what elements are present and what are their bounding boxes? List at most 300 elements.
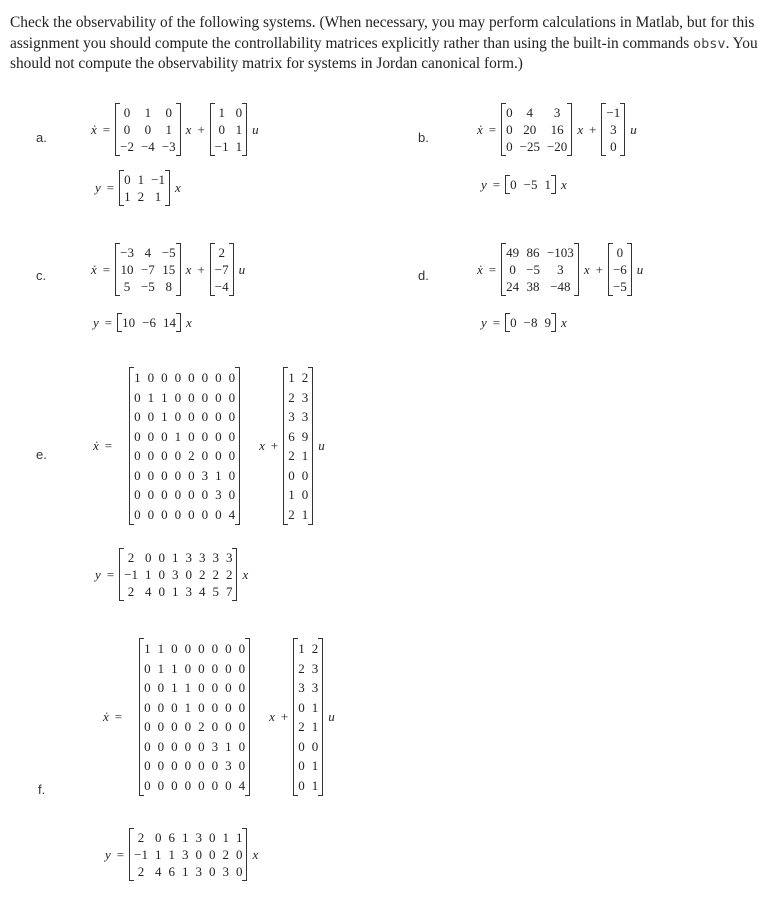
matrix-entry: 0 [144, 122, 152, 137]
matrix-entry: 0 [198, 758, 205, 773]
matrix-entry: 1 [171, 660, 178, 676]
matrix-entry: 2 [288, 389, 295, 405]
matrix-entry: 3 [211, 738, 219, 754]
problem-d-state-equation [474, 243, 646, 296]
matrix-entry: 6 [288, 428, 295, 444]
matrix-entry: 0 [147, 448, 155, 463]
matrix-entry: 1 [157, 660, 165, 676]
problem-f-state-equation [100, 638, 338, 796]
matrix-entry: 0 [215, 409, 222, 424]
matrix-entry: 0 [123, 122, 131, 137]
matrix-d-A [501, 243, 579, 296]
matrix-entry: 2 [137, 864, 145, 879]
matrix-entry: 3 [288, 409, 295, 424]
matrix-entry: 2 [198, 719, 205, 734]
problem-e-state-equation [90, 367, 328, 525]
matrix-entry: 14 [162, 315, 176, 330]
u-symbol: u [630, 121, 637, 137]
matrix-entry: 2 [288, 448, 295, 463]
matrix-entry: 0 [506, 122, 513, 137]
matrix-entry: 0 [201, 370, 209, 385]
matrix-entry: −7 [214, 262, 229, 277]
matrix-entry: −103 [546, 245, 574, 260]
matrix-entry: 1 [165, 122, 172, 137]
matrix-entry: 1 [171, 584, 179, 599]
matrix-entry: 3 [195, 830, 202, 845]
matrix-entry: 0 [123, 105, 131, 120]
matrix-entry: 0 [158, 584, 165, 599]
matrix-entry: 5 [123, 279, 131, 294]
matrix-entry: 2 [298, 719, 305, 734]
matrix-entry: 6 [168, 864, 175, 879]
y-symbol: y [95, 566, 101, 582]
x-symbol: x [185, 314, 192, 330]
matrix-entry: 0 [235, 105, 243, 120]
xdot-symbol: ẋ [91, 261, 97, 277]
matrix-entry: 0 [188, 506, 195, 522]
equals-sign: = [492, 176, 501, 192]
problem-b-state-equation [474, 103, 640, 156]
matrix-a-A [115, 103, 181, 156]
matrix-entry: 2 [288, 506, 295, 522]
matrix-entry: 0 [157, 758, 165, 773]
matrix-entry: 0 [311, 738, 319, 754]
matrix-entry: −7 [140, 262, 155, 277]
xdot-symbol: ẋ [91, 121, 97, 137]
equals-sign: = [114, 709, 123, 724]
matrix-entry: −5 [161, 245, 176, 260]
matrix-entry: 0 [171, 699, 178, 715]
matrix-c-A [115, 243, 181, 296]
y-symbol: y [95, 180, 101, 195]
matrix-entry: 3 [198, 550, 206, 565]
matrix-entry: −4 [214, 279, 229, 294]
xdot-symbol: ẋ [103, 709, 109, 724]
x-symbol: x [242, 566, 249, 582]
x-symbol: x [185, 261, 192, 277]
matrix-entry: 0 [184, 660, 192, 676]
matrix-entry: 0 [147, 487, 155, 502]
matrix-entry: 0 [147, 467, 155, 483]
matrix-entry: 0 [161, 448, 168, 463]
plus-sign: + [197, 261, 205, 277]
matrix-entry: 0 [215, 389, 222, 405]
matrix-entry: 0 [201, 506, 209, 522]
matrix-entry: 0 [228, 428, 236, 444]
x-symbol: x [259, 438, 265, 453]
equals-sign: = [106, 566, 115, 582]
matrix-entry: 3 [171, 567, 179, 582]
problem-f-label: f. [38, 782, 46, 797]
matrix-entry: 4 [198, 584, 206, 599]
matrix-entry: 0 [211, 758, 219, 773]
matrix-entry: 3 [298, 680, 305, 695]
matrix-entry: 1 [134, 370, 141, 385]
matrix-entry: 3 [222, 864, 229, 879]
problem-e-output-equation [92, 548, 251, 601]
matrix-entry: 8 [165, 279, 172, 294]
matrix-entry: 1 [298, 641, 305, 656]
matrix-entry: 0 [184, 738, 192, 754]
matrix-entry: 0 [144, 699, 151, 715]
matrix-entry: 0 [298, 758, 305, 773]
matrix-entry: 0 [208, 830, 216, 845]
matrix-entry: 0 [201, 428, 209, 444]
matrix-entry: 0 [124, 172, 131, 187]
matrix-entry: 4 [526, 105, 534, 120]
matrix-entry: 2 [212, 567, 219, 582]
matrix-entry: 2 [198, 567, 206, 582]
matrix-entry: 0 [184, 777, 192, 793]
matrix-entry: 4 [154, 864, 162, 879]
matrix-entry: 3 [212, 550, 219, 565]
matrix-entry: 1 [161, 389, 168, 405]
problem-a-state-equation [88, 103, 262, 156]
x-symbol: x [560, 314, 567, 330]
x-symbol: x [174, 180, 181, 195]
u-symbol: u [636, 261, 644, 277]
matrix-entry: 1 [301, 506, 309, 522]
matrix-entry: 1 [181, 864, 189, 879]
matrix-entry: 2 [301, 370, 309, 385]
matrix-entry: 1 [171, 550, 179, 565]
matrix-entry: −1 [134, 847, 148, 862]
matrix-entry: 0 [211, 680, 219, 695]
matrix-entry: 3 [181, 847, 189, 862]
matrix-entry: 1 [124, 189, 131, 204]
matrix-d-B [608, 243, 632, 296]
matrix-entry: 20 [523, 122, 537, 137]
matrix-entry: 3 [301, 389, 309, 405]
x-symbol: x [185, 121, 192, 137]
matrix-entry: −20 [546, 139, 568, 154]
matrix-entry: 1 [311, 699, 319, 715]
matrix-d-C [505, 313, 556, 332]
matrix-a-C [119, 170, 170, 206]
matrix-entry: 4 [228, 506, 236, 522]
matrix-entry: 0 [201, 448, 209, 463]
matrix-entry: 0 [238, 680, 246, 695]
matrix-entry: 0 [144, 738, 151, 754]
matrix-entry: 0 [238, 719, 246, 734]
matrix-entry: 0 [198, 680, 205, 695]
problem-a-label: a. [36, 130, 47, 145]
matrix-entry: 1 [137, 172, 145, 187]
equals-sign: = [106, 180, 115, 195]
matrix-entry: 1 [544, 177, 551, 192]
matrix-entry: 0 [147, 506, 155, 522]
matrix-entry: 0 [171, 758, 178, 773]
matrix-entry: 2 [127, 550, 135, 565]
matrix-entry: 0 [225, 641, 232, 656]
matrix-entry: −5 [526, 262, 540, 277]
matrix-entry: 0 [228, 370, 236, 385]
problem-b-output-equation [478, 175, 570, 194]
matrix-f-B [293, 638, 323, 796]
matrix-entry: 0 [225, 680, 232, 695]
instructions-text-1: Check the observability of the following systems. (When necessary, you may perform calculations in Matlab, but for this assignment you should compute the controllability matrices explicitly rather than using the built-in commands [10, 14, 755, 52]
matrix-entry: 0 [157, 719, 165, 734]
matrix-e-B [283, 367, 313, 525]
matrix-entry: 1 [311, 777, 319, 793]
matrix-entry: 0 [174, 370, 182, 385]
matrix-entry: 0 [134, 467, 141, 483]
matrix-entry: 2 [137, 830, 145, 845]
matrix-entry: 0 [188, 409, 195, 424]
matrix-entry: 4 [144, 245, 152, 260]
matrix-entry: 0 [144, 680, 151, 695]
matrix-entry: 0 [134, 428, 141, 444]
matrix-entry: 0 [211, 699, 219, 715]
matrix-entry: 3 [215, 487, 222, 502]
u-symbol: u [328, 709, 335, 724]
matrix-entry: 0 [157, 699, 165, 715]
u-symbol: u [318, 438, 325, 453]
matrix-entry: 0 [211, 719, 219, 734]
matrix-c-B [210, 243, 234, 296]
xdot-symbol: ẋ [477, 261, 483, 277]
matrix-entry: −4 [140, 139, 155, 154]
matrix-entry: 0 [161, 370, 168, 385]
matrix-entry: 2 [311, 641, 319, 656]
matrix-entry: 0 [171, 777, 178, 793]
matrix-entry: 0 [228, 409, 236, 424]
matrix-entry: 0 [506, 105, 513, 120]
matrix-entry: 0 [165, 105, 172, 120]
matrix-entry: 1 [147, 389, 155, 405]
matrix-entry: 0 [201, 389, 209, 405]
matrix-entry: 2 [137, 189, 145, 204]
matrix-entry: 0 [506, 139, 513, 154]
matrix-entry: 0 [510, 177, 517, 192]
matrix-entry: 0 [235, 847, 243, 862]
matrix-entry: 1 [144, 567, 152, 582]
equals-sign: = [488, 261, 497, 277]
matrix-entry: 3 [301, 409, 309, 424]
problem-d-output-equation [478, 313, 570, 332]
x-symbol: x [583, 261, 590, 277]
matrix-entry: 0 [215, 428, 222, 444]
matrix-entry: 0 [211, 641, 219, 656]
matrix-entry: 0 [228, 389, 236, 405]
matrix-entry: 1 [222, 830, 229, 845]
matrix-entry: 0 [154, 830, 162, 845]
matrix-entry: 2 [225, 567, 233, 582]
matrix-entry: 0 [225, 699, 232, 715]
matrix-entry: 0 [171, 738, 178, 754]
matrix-entry: 0 [616, 245, 624, 260]
matrix-entry: 0 [225, 719, 232, 734]
matrix-entry: 0 [184, 758, 192, 773]
matrix-entry: 2 [188, 448, 195, 463]
matrix-entry: 0 [174, 448, 182, 463]
matrix-entry: 0 [195, 847, 202, 862]
matrix-entry: 0 [144, 550, 152, 565]
matrix-entry: 1 [301, 448, 309, 463]
matrix-entry: 0 [161, 467, 168, 483]
problem-c-state-equation [88, 243, 248, 296]
matrix-entry: 0 [211, 777, 219, 793]
problem-a-output-equation [92, 170, 184, 206]
matrix-entry: 0 [158, 550, 165, 565]
matrix-entry: 1 [161, 409, 168, 424]
matrix-entry: 4 [144, 584, 152, 599]
matrix-entry: 0 [238, 660, 246, 676]
matrix-entry: 9 [544, 315, 551, 330]
matrix-entry: 1 [288, 487, 295, 502]
matrix-entry: 1 [144, 641, 151, 656]
matrix-entry: 0 [610, 139, 617, 154]
matrix-entry: −25 [519, 139, 540, 154]
matrix-entry: 1 [184, 680, 192, 695]
matrix-entry: 0 [298, 699, 305, 715]
matrix-entry: 0 [198, 699, 205, 715]
matrix-entry: 0 [171, 641, 178, 656]
matrix-entry: 0 [134, 487, 141, 502]
matrix-entry: 5 [212, 584, 219, 599]
matrix-entry: 2 [222, 847, 229, 862]
matrix-entry: 0 [225, 660, 232, 676]
matrix-entry: 0 [301, 467, 309, 483]
matrix-entry: 1 [174, 428, 182, 444]
matrix-entry: 0 [157, 738, 165, 754]
matrix-entry: 49 [506, 245, 520, 260]
matrix-entry: 0 [510, 315, 517, 330]
u-symbol: u [238, 261, 246, 277]
matrix-entry: 1 [154, 847, 162, 862]
matrix-entry: 0 [215, 370, 222, 385]
matrix-entry: 0 [161, 487, 168, 502]
matrix-entry: 1 [235, 122, 243, 137]
matrix-entry: 1 [154, 189, 162, 204]
equals-sign: = [488, 121, 497, 137]
matrix-entry: 1 [218, 105, 225, 120]
problem-b-label: b. [418, 130, 429, 145]
x-symbol: x [269, 709, 275, 724]
matrix-entry: 0 [201, 487, 209, 502]
matrix-entry: 3 [185, 550, 192, 565]
matrix-entry: −2 [120, 139, 134, 154]
matrix-entry: 0 [157, 680, 165, 695]
xdot-symbol: ẋ [477, 121, 483, 137]
x-symbol: x [560, 176, 567, 192]
matrix-b-B [601, 103, 625, 156]
matrix-entry: 0 [225, 777, 232, 793]
matrix-entry: 2 [298, 660, 305, 676]
equals-sign: = [104, 314, 113, 330]
matrix-entry: 0 [288, 467, 295, 483]
matrix-entry: 1 [184, 699, 192, 715]
matrix-entry: −3 [161, 139, 176, 154]
x-symbol: x [577, 121, 584, 137]
matrix-entry: 16 [550, 122, 564, 137]
matrix-entry: 0 [238, 758, 246, 773]
y-symbol: y [481, 176, 487, 192]
matrix-entry: 0 [147, 409, 155, 424]
plus-sign: + [197, 121, 205, 137]
matrix-entry: 0 [134, 409, 141, 424]
matrix-entry: 0 [134, 448, 141, 463]
plus-sign: + [595, 261, 603, 277]
matrix-entry: 86 [526, 245, 540, 260]
matrix-entry: 0 [174, 487, 182, 502]
matrix-entry: 3 [185, 584, 192, 599]
matrix-b-A [501, 103, 572, 156]
matrix-a-B [210, 103, 247, 156]
matrix-entry: 0 [188, 389, 195, 405]
equals-sign: = [102, 121, 111, 137]
matrix-entry: 1 [235, 139, 243, 154]
matrix-entry: 0 [208, 864, 216, 879]
matrix-entry: 6 [168, 830, 175, 845]
matrix-entry: 0 [298, 738, 305, 754]
matrix-entry: 0 [201, 409, 209, 424]
matrix-entry: 10 [120, 262, 134, 277]
matrix-entry: 0 [174, 409, 182, 424]
matrix-entry: 3 [553, 105, 561, 120]
matrix-entry: 3 [195, 864, 202, 879]
matrix-entry: 1 [215, 467, 222, 483]
matrix-entry: 0 [238, 738, 246, 754]
matrix-entry: 0 [198, 777, 205, 793]
plus-sign: + [280, 709, 289, 724]
matrix-entry: 1 [157, 641, 165, 656]
matrix-entry: 0 [158, 567, 165, 582]
matrix-entry: 1 [168, 847, 175, 862]
matrix-entry: 2 [218, 245, 225, 260]
matrix-f-A [139, 638, 250, 796]
matrix-f-C [129, 828, 247, 881]
equals-sign: = [104, 438, 113, 453]
matrix-entry: 0 [198, 660, 205, 676]
matrix-entry: 7 [225, 584, 233, 599]
xdot-symbol: ẋ [93, 438, 99, 453]
matrix-entry: 0 [134, 506, 141, 522]
matrix-entry: 0 [184, 719, 192, 734]
matrix-entry: 0 [161, 428, 168, 444]
matrix-entry: 0 [238, 641, 246, 656]
plus-sign: + [589, 121, 597, 137]
matrix-entry: 0 [218, 122, 225, 137]
matrix-entry: −6 [612, 262, 627, 277]
matrix-entry: 0 [211, 660, 219, 676]
matrix-entry: 0 [157, 777, 165, 793]
matrix-entry: 0 [147, 428, 155, 444]
matrix-entry: 0 [188, 487, 195, 502]
matrix-entry: −1 [214, 139, 229, 154]
matrix-entry: 0 [235, 864, 243, 879]
problem-c-label: c. [36, 268, 47, 283]
matrix-entry: 0 [144, 660, 151, 676]
matrix-entry: 0 [298, 777, 305, 793]
equals-sign: = [492, 314, 501, 330]
equals-sign: = [116, 846, 125, 862]
matrix-entry: 0 [198, 738, 205, 754]
matrix-entry: −1 [151, 172, 165, 187]
problem-f-output-equation [102, 828, 261, 881]
matrix-entry: 0 [509, 262, 516, 277]
matrix-entry: 3 [225, 550, 233, 565]
problem-c-output-equation [90, 313, 195, 332]
matrix-entry: 0 [134, 389, 141, 405]
problem-e-label: e. [36, 447, 47, 462]
matrix-entry: −48 [550, 279, 571, 294]
matrix-entry: 0 [198, 641, 205, 656]
matrix-entry: 9 [301, 428, 309, 444]
matrix-entry: 3 [557, 262, 564, 277]
matrix-entry: 3 [311, 660, 319, 676]
matrix-entry: 0 [188, 428, 195, 444]
